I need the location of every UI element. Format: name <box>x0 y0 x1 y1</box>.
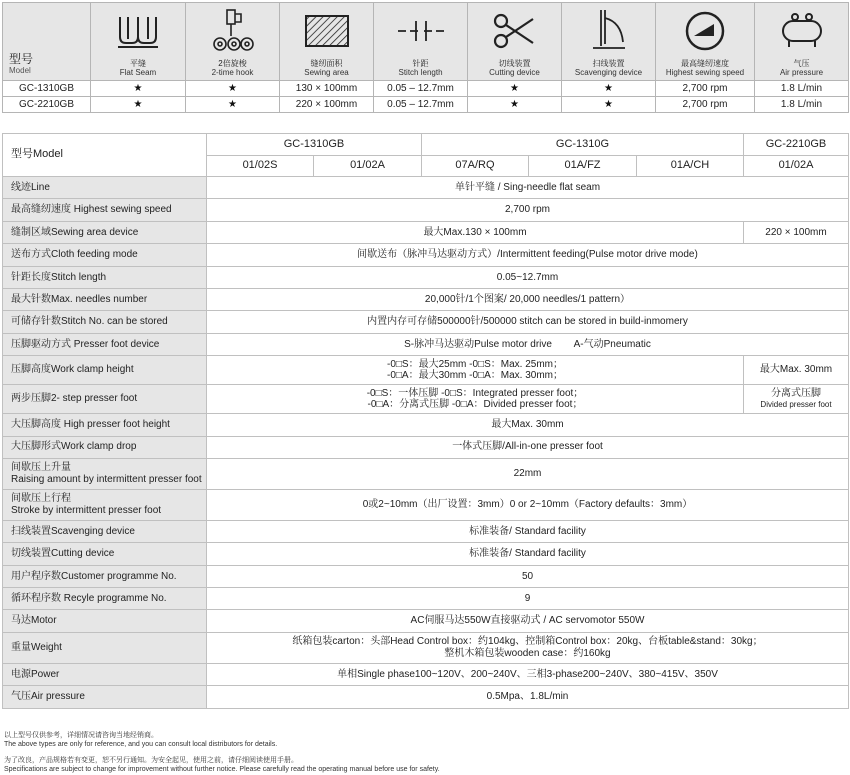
star-mark: ★ <box>562 81 656 97</box>
group-header: GC-1310GB <box>207 134 422 156</box>
spec-key: 压脚驱动方式 Presser foot device <box>3 333 207 355</box>
feature-hook: 2倍旋梭 2-time hook <box>186 3 280 81</box>
group-header: GC-2210GB <box>744 134 849 156</box>
feature-speed: 最高缝纫速度 Highest sewing speed <box>656 3 755 81</box>
table-row <box>3 97 849 113</box>
feature-cutting: 切线装置 Cutting device <box>468 3 562 81</box>
speed-value: 2,700 rpm <box>656 97 755 113</box>
spec-value: 0或2~10mm（出厂设置：3mm）0 or 2~10mm（Factory defaults：3mm） <box>207 489 849 520</box>
spec-value: 内置内存可存储500000针/500000 stitch can be stored in build-inmomery <box>207 311 849 333</box>
footnote-reference: 以上型号仅供参考，详细情况请咨询当地经销商。 The above types are only for reference, and you can consult local distributors for details. <box>4 732 278 748</box>
spec-value: 0.05~12.7mm <box>207 266 849 288</box>
spec-key: 大压脚高度 High presser foot height <box>3 414 207 436</box>
spec-key: 用户程序数Customer programme No. <box>3 565 207 587</box>
spec-key: 间歇压上行程 Stroke by intermittent presser foot <box>3 489 207 520</box>
spec-key: 电源Power <box>3 663 207 685</box>
spec-value: 20,000针/1个图案/ 20,000 needles/1 pattern） <box>207 288 849 310</box>
spec-row <box>3 663 849 685</box>
spec-key: 大压脚形式Work clamp drop <box>3 436 207 458</box>
feature-comparison-table <box>2 2 849 113</box>
feature-air-pressure: 气压 Air pressure <box>755 3 849 81</box>
spec-row <box>3 199 849 221</box>
stitch-value: 0.05 – 12.7mm <box>374 97 468 113</box>
spec-value: 22mm <box>207 458 849 489</box>
model-header: 型号 Model <box>3 3 91 81</box>
spec-row <box>3 520 849 542</box>
spec-row <box>3 686 849 708</box>
spec-value: S-脉冲马达驱动Pulse motor drive A-气动Pneumatic <box>207 333 849 355</box>
spec-value: 间歇送布（脉冲马达驱动方式）/Intermittent feeding(Pulse motor drive mode) <box>207 244 849 266</box>
group-header: GC-1310G <box>422 134 744 156</box>
spec-key: 最大针数Max. needles number <box>3 288 207 310</box>
spec-row <box>3 610 849 632</box>
spec-row <box>3 266 849 288</box>
scavenging-icon <box>589 8 629 54</box>
spec-value: 最大Max.130 × 100mm <box>207 221 744 243</box>
spec-key: 循环程序数 Recyle programme No. <box>3 588 207 610</box>
spec-value: 2,700 rpm <box>207 199 849 221</box>
star-mark: ★ <box>468 97 562 113</box>
air-compressor-icon <box>777 11 827 51</box>
feature-stitch-length: 针距 Stitch length <box>374 3 468 81</box>
spec-value: 标准装备/ Standard facility <box>207 520 849 542</box>
spec-row <box>3 543 849 565</box>
star-mark: ★ <box>186 81 280 97</box>
spec-value: 单相Single phase100~120V、200~240V、三相3-phase200~240V、380~415V、350V <box>207 663 849 685</box>
spec-value: AC伺服马达550W直接驱动式 / AC servomotor 550W <box>207 610 849 632</box>
spec-key: 缝制区域Sewing area device <box>3 221 207 243</box>
area-value: 130 × 100mm <box>280 81 374 97</box>
spec-key: 可储存针数Stitch No. can be stored <box>3 311 207 333</box>
feature-flat-seam: 平缝 Flat Seam <box>91 3 186 81</box>
spec-key: 压脚高度Work clamp height <box>3 356 207 385</box>
spec-key: 最高缝纫速度 Highest sewing speed <box>3 199 207 221</box>
spec-row <box>3 414 849 436</box>
spec-row <box>3 177 849 199</box>
spec-key: 马达Motor <box>3 610 207 632</box>
spec-value: 最大Max. 30mm <box>744 356 849 385</box>
spec-value: -0□S：最大25mm -0□S：Max. 25mm； -0□A：最大30mm -0□A：Max. 30mm； <box>207 356 744 385</box>
air-value: 1.8 L/min <box>755 97 849 113</box>
spec-row <box>3 565 849 587</box>
spec-row <box>3 489 849 520</box>
table-row <box>3 81 849 97</box>
speed-gauge-icon <box>684 10 726 52</box>
spec-value: 标准装备/ Standard facility <box>207 543 849 565</box>
spec-key: 扫线装置Scavenging device <box>3 520 207 542</box>
spec-key: 线迹Line <box>3 177 207 199</box>
spec-key: 切线装置Cutting device <box>3 543 207 565</box>
hook-icon <box>211 8 255 54</box>
spec-row <box>3 244 849 266</box>
spec-value: 0.5Mpa、1.8L/min <box>207 686 849 708</box>
variant-header: 07A/RQ <box>422 156 529 177</box>
spec-row <box>3 436 849 458</box>
speed-value: 2,700 rpm <box>656 81 755 97</box>
spec-row <box>3 311 849 333</box>
sewing-area-icon <box>304 14 350 48</box>
spec-row <box>3 588 849 610</box>
spec-header-row <box>3 134 849 156</box>
flat-seam-icon <box>116 11 160 51</box>
model-name: GC-1310GB <box>3 81 91 97</box>
star-mark: ★ <box>186 97 280 113</box>
variant-header: 01/02S <box>207 156 314 177</box>
stitch-value: 0.05 – 12.7mm <box>374 81 468 97</box>
star-mark: ★ <box>562 97 656 113</box>
scissors-icon <box>493 11 537 51</box>
spec-row <box>3 632 849 663</box>
air-value: 1.8 L/min <box>755 81 849 97</box>
spec-key: 气压Air pressure <box>3 686 207 708</box>
spec-value: 分离式压脚 Divided presser foot <box>744 385 849 414</box>
model-name: GC-2210GB <box>3 97 91 113</box>
stitch-length-icon <box>396 16 446 46</box>
spec-key: 重量Weight <box>3 632 207 663</box>
model-header: 型号Model <box>3 134 207 177</box>
spec-value: -0□S：一体压脚 -0□S：Integrated presser foot； -0□A：分离式压脚 -0□A：Divided presser foot； <box>207 385 744 414</box>
spec-value: 220 × 100mm <box>744 221 849 243</box>
variant-header: 01/02A <box>744 156 849 177</box>
variant-header: 01A/FZ <box>529 156 637 177</box>
feature-scavenging: 扫线装置 Scavenging device <box>562 3 656 81</box>
spec-key: 针距长度Stitch length <box>3 266 207 288</box>
spec-value: 最大Max. 30mm <box>207 414 849 436</box>
spec-value: 50 <box>207 565 849 587</box>
footnote-specs: 为了改良，产品规格若有变更，恕不另行通知。为安全起见，使用之前，请仔细阅读使用手册。 Specifications are subject to change for improvement without further notice. Please carefully read the operating manual before use for safety. <box>4 757 440 773</box>
spec-value: 单针平缝 / Sing-needle flat seam <box>207 177 849 199</box>
spec-key: 送布方式Cloth feeding mode <box>3 244 207 266</box>
spec-row <box>3 356 849 385</box>
variant-header: 01A/CH <box>637 156 744 177</box>
star-mark: ★ <box>91 97 186 113</box>
feature-header-row <box>3 3 849 81</box>
spec-value: 纸箱包装carton：头部Head Control box：约104kg、控制箱Control box：20kg、台板table&stand：30kg； 整机木箱包装wooden case：约160kg <box>207 632 849 663</box>
star-mark: ★ <box>468 81 562 97</box>
feature-sewing-area: 缝纫面积 Sewing area <box>280 3 374 81</box>
spec-row <box>3 458 849 489</box>
variant-header: 01/02A <box>314 156 422 177</box>
spec-row <box>3 385 849 414</box>
spec-row <box>3 221 849 243</box>
spec-value: 一体式压脚/All-in-one presser foot <box>207 436 849 458</box>
spec-value: 9 <box>207 588 849 610</box>
spec-row <box>3 333 849 355</box>
spec-key: 间歇压上升量 Raising amount by intermittent presser foot <box>3 458 207 489</box>
spec-key: 两步压脚2- step presser foot <box>3 385 207 414</box>
specification-table <box>2 133 849 709</box>
star-mark: ★ <box>91 81 186 97</box>
area-value: 220 × 100mm <box>280 97 374 113</box>
spec-row <box>3 288 849 310</box>
